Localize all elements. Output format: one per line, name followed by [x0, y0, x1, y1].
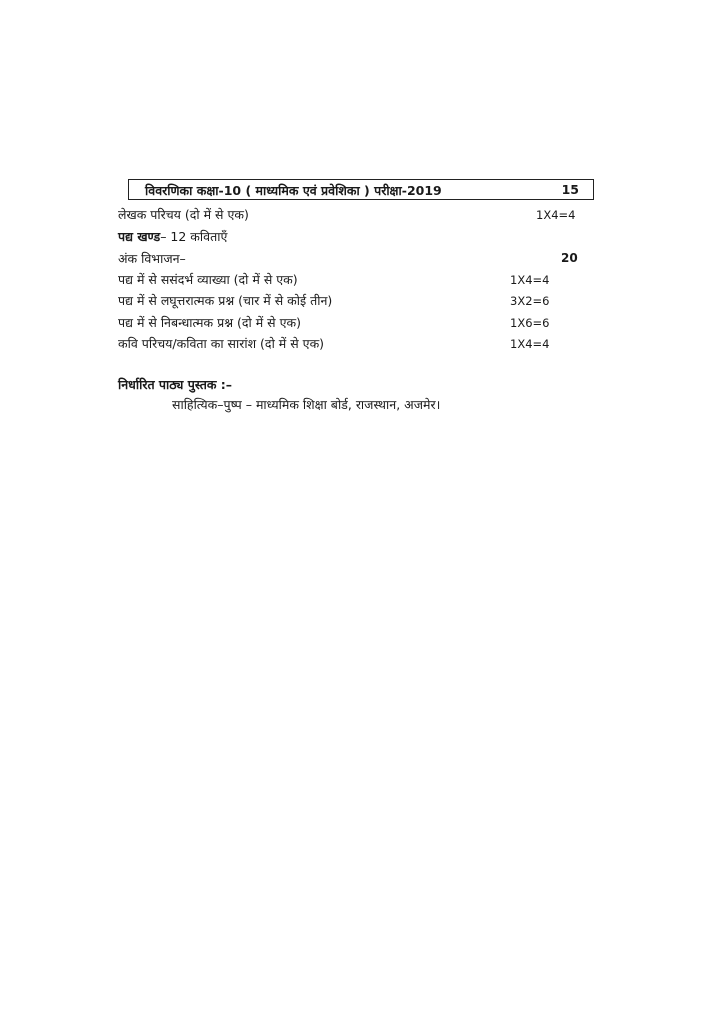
section-heading-padya-khand	[118, 228, 227, 245]
marks-laghuttaratmak: 3X2=6	[510, 294, 550, 308]
line-kavi-parichay: कवि परिचय/कविता का सारांश (दो में से एक)	[118, 336, 325, 351]
textbook-heading: निर्धारित पाठ्य पुस्तक :–	[118, 377, 233, 392]
marks-kavi-parichay: 1X4=4	[510, 337, 550, 351]
line-laghuttaratmak: पद्य में से लघूत्तरात्मक प्रश्न (चार में से कोई तीन)	[118, 293, 333, 308]
line-ank-vibhajan: अंक विभाजन–	[118, 251, 186, 266]
line-vyakhya: पद्य में से ससंदर्भ व्याख्या (दो में से एक)	[118, 272, 298, 287]
textbook-entry: साहित्यिक–पुष्प – माध्यमिक शिक्षा बोर्ड, राजस्थान, अजमेर।	[172, 397, 441, 412]
marks-lekhak-parichay: 1X4=4	[536, 208, 576, 222]
marks-ank-vibhajan: 20	[561, 251, 578, 265]
marks-nibandhatmak: 1X6=6	[510, 316, 550, 330]
section-heading-sub: – 12 कविताएँ	[160, 229, 228, 244]
line-lekhak-parichay: लेखक परिचय (दो में से एक)	[118, 207, 249, 222]
line-nibandhatmak: पद्य में से निबन्धात्मक प्रश्न (दो में से एक)	[118, 315, 301, 330]
section-heading-text: पद्य खण्ड	[118, 229, 161, 244]
page-number: 15	[561, 182, 579, 197]
header-title: विवरणिका कक्षा-10 ( माध्यमिक एवं प्रवेशिका ) परीक्षा-2019	[145, 183, 442, 198]
marks-vyakhya: 1X4=4	[510, 273, 550, 287]
page-header	[128, 179, 594, 200]
